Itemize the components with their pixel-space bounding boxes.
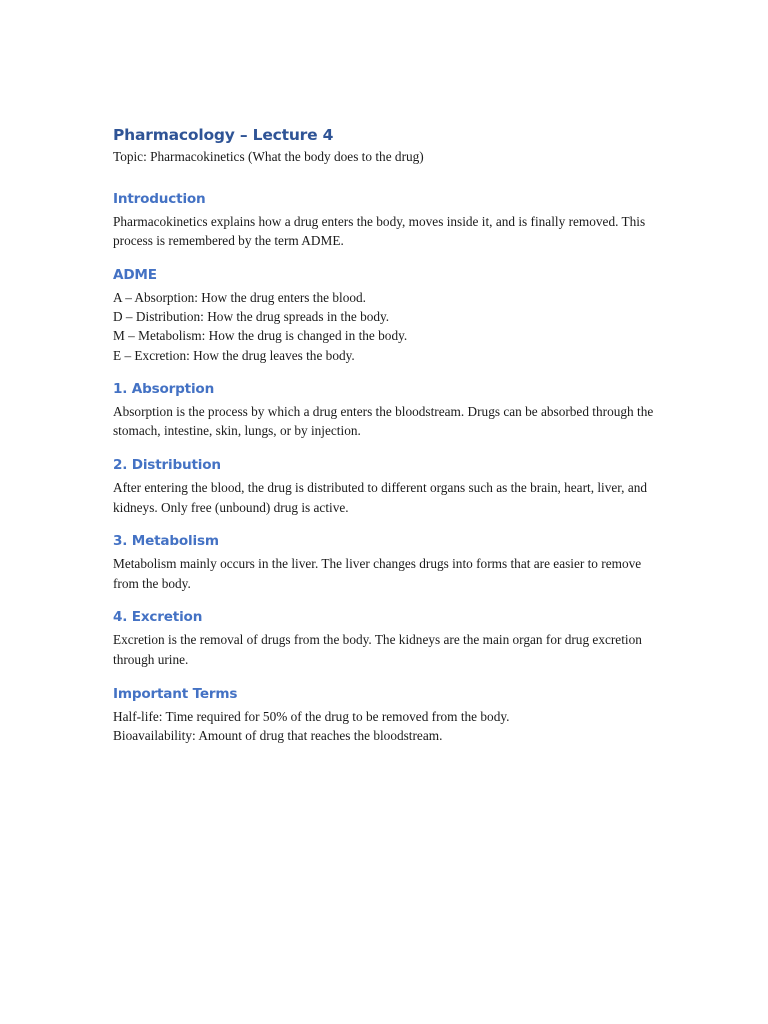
absorption-heading: 1. Absorption — [113, 380, 215, 397]
section-excretion — [113, 607, 658, 669]
adme-list — [113, 288, 658, 365]
section-introduction — [113, 189, 658, 251]
introduction-heading: Introduction — [113, 190, 206, 207]
important-terms-list — [113, 707, 658, 746]
section-absorption — [113, 379, 658, 441]
excretion-heading: 4. Excretion — [113, 609, 203, 626]
metabolism-text: Metabolism mainly occurs in the liver. The liver changes drugs into forms that are easier to remove from the body. — [113, 556, 642, 591]
adme-item-absorption: A – Absorption: How the drug enters the blood. — [113, 289, 366, 305]
important-terms-heading: Important Terms — [113, 685, 238, 702]
adme-item-excretion: E – Excretion: How the drug leaves the body. — [113, 347, 355, 363]
section-distribution — [113, 455, 658, 517]
excretion-text: Excretion is the removal of drugs from the body. The kidneys are the main organ for drug excretion through urine. — [113, 632, 642, 668]
section-adme — [113, 265, 658, 365]
section-important-terms — [113, 684, 658, 746]
distribution-heading: 2. Distribution — [113, 457, 221, 474]
document-subtitle: Topic: Pharmacokinetics (What the body does to the drug) — [113, 149, 424, 164]
metabolism-heading: 3. Metabolism — [113, 533, 219, 550]
document-title: Pharmacology – Lecture 4 — [113, 126, 334, 144]
distribution-text: After entering the blood, the drug is distributed to different organs such as the brain, heart, liver, and kidneys. Only free (unbound) drug is active. — [113, 480, 648, 515]
introduction-text: Pharmacokinetics explains how a drug enters the body, moves inside it, and is finally removed. This process is remembered by the term ADME. — [113, 213, 646, 249]
adme-item-metabolism: M – Metabolism: How the drug is changed in the body. — [113, 328, 408, 344]
term-half-life: Half-life: Time required for 50% of the drug to be removed from the body. — [113, 708, 510, 724]
document-body — [113, 124, 658, 745]
section-metabolism — [113, 531, 658, 593]
absorption-text: Absorption is the process by which a drug enters the bloodstream. Drugs can be absorbed through the stomach, intestine, skin, lungs, or by injection. — [113, 403, 654, 439]
adme-item-distribution: D – Distribution: How the drug spreads in the body. — [113, 308, 390, 324]
adme-heading: ADME — [113, 266, 157, 283]
term-bioavailability: Bioavailability: Amount of drug that reaches the bloodstream. — [113, 727, 443, 743]
